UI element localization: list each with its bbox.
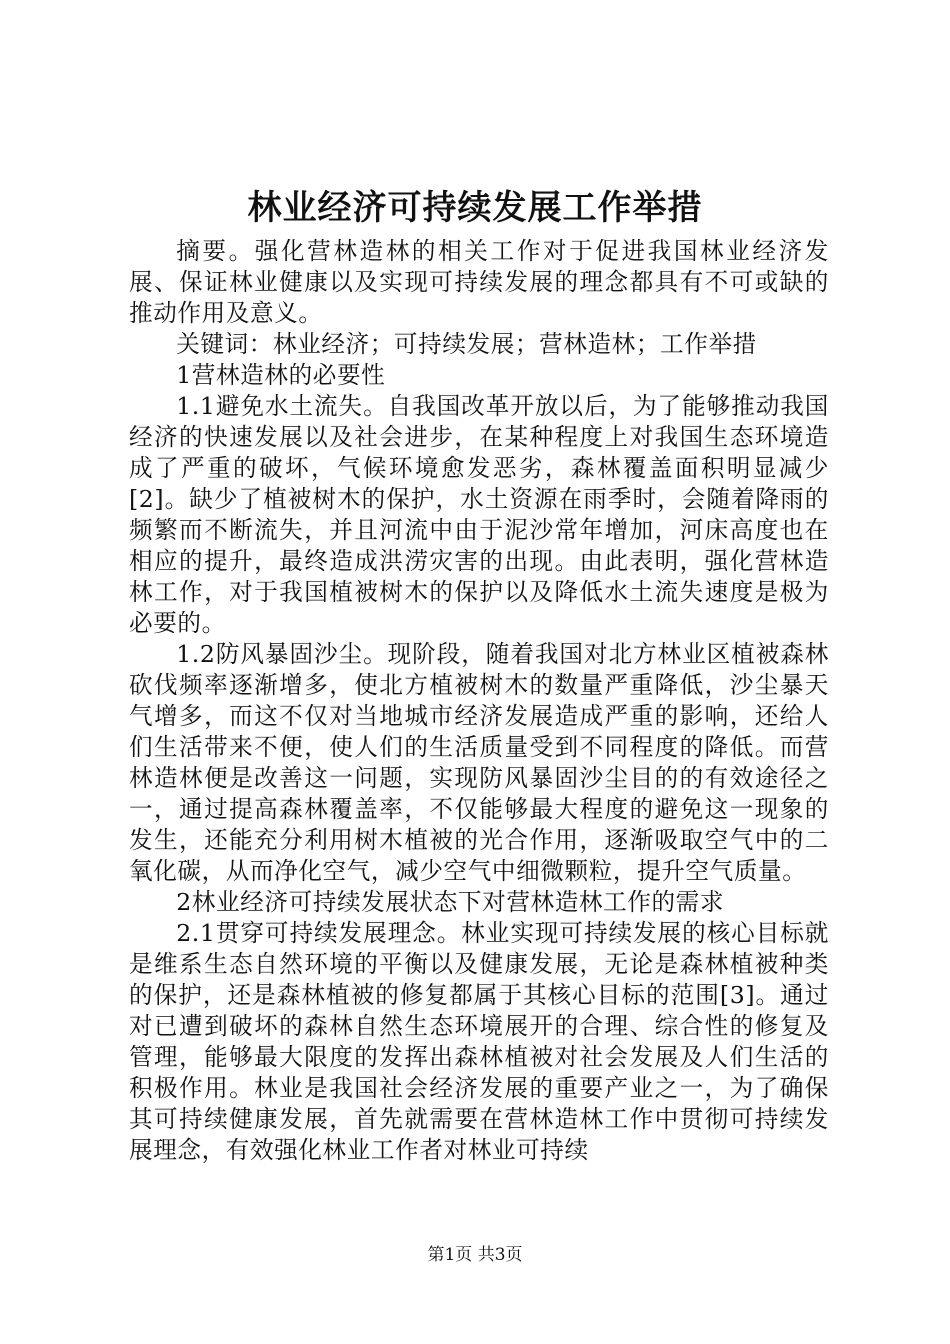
section-1-heading: 1营林造林的必要性 — [176, 361, 386, 389]
section-1-2-paragraph: 1.2防风暴固沙尘。现阶段，随着我国对北方林业区植被森林砍伐频率逐渐增多，使北方植被树木的数量严重降低，沙尘暴天气增多，而这不仅对当地城市经济发展造成严重的影响，还给人们生活带来不便，使人们的生活质量受到不同程度的降低。而营林造林便是改善这一问题，实现防风暴固沙尘目的的有效途径之一，通过提高森林覆盖率，不仅能够最大程度的避免这一现象的发生，还能充分利用树木植被的光合作用，逐渐吸取空气中的二氧化碳，从而净化空气，减少空气中细微颗粒，提升空气质量。 — [129, 640, 829, 885]
abstract-paragraph: 摘要。强化营林造林的相关工作对于促进我国林业经济发展、保证林业健康以及实现可持续发展的理念都具有不可或缺的推动作用及意义。 — [129, 237, 829, 327]
document-title: 林业经济可持续发展工作举措 — [247, 188, 703, 228]
section-1-1-paragraph: 1.1避免水土流失。自我国改革开放以后，为了能够推动我国经济的快速发展以及社会进步，在某种程度上对我国生态环境造成了严重的破坏，气候环境愈发恶劣，森林覆盖面积明显减少[2]。缺少了植被树木的保护，水土资源在雨季时，会随着降雨的频繁而不断流失，并且河流中由于泥沙常年增加，河床高度也在相应的提升，最终造成洪涝灾害的出现。由此表明，强化营林造林工作，对于我国植被树木的保护以及降低水土流失速度是极为必要的。 — [129, 392, 829, 637]
section-2-heading: 2林业经济可持续发展状态下对营林造林工作的需求 — [176, 888, 725, 916]
keywords-paragraph: 关键词：林业经济；可持续发展；营林造林；工作举措 — [176, 330, 757, 358]
document-body — [129, 236, 829, 1166]
page-footer: 第1页 共3页 — [427, 1245, 523, 1265]
section-2-1-paragraph: 2.1贯穿可持续发展理念。林业实现可持续发展的核心目标就是维系生态自然环境的平衡以及健康发展，无论是森林植被种类的保护，还是森林植被的修复都属于其核心目标的范围[3]。通过对已遭到破坏的森林自然生态环境展开的合理、综合性的修复及管理，能够最大限度的发挥出森林植被对社会发展及人们生活的积极作用。林业是我国社会经济发展的重要产业之一，为了确保其可持续健康发展，首先就需要在营林造林工作中贯彻可持续发展理念，有效强化林业工作者对林业可持续 — [129, 919, 829, 1164]
